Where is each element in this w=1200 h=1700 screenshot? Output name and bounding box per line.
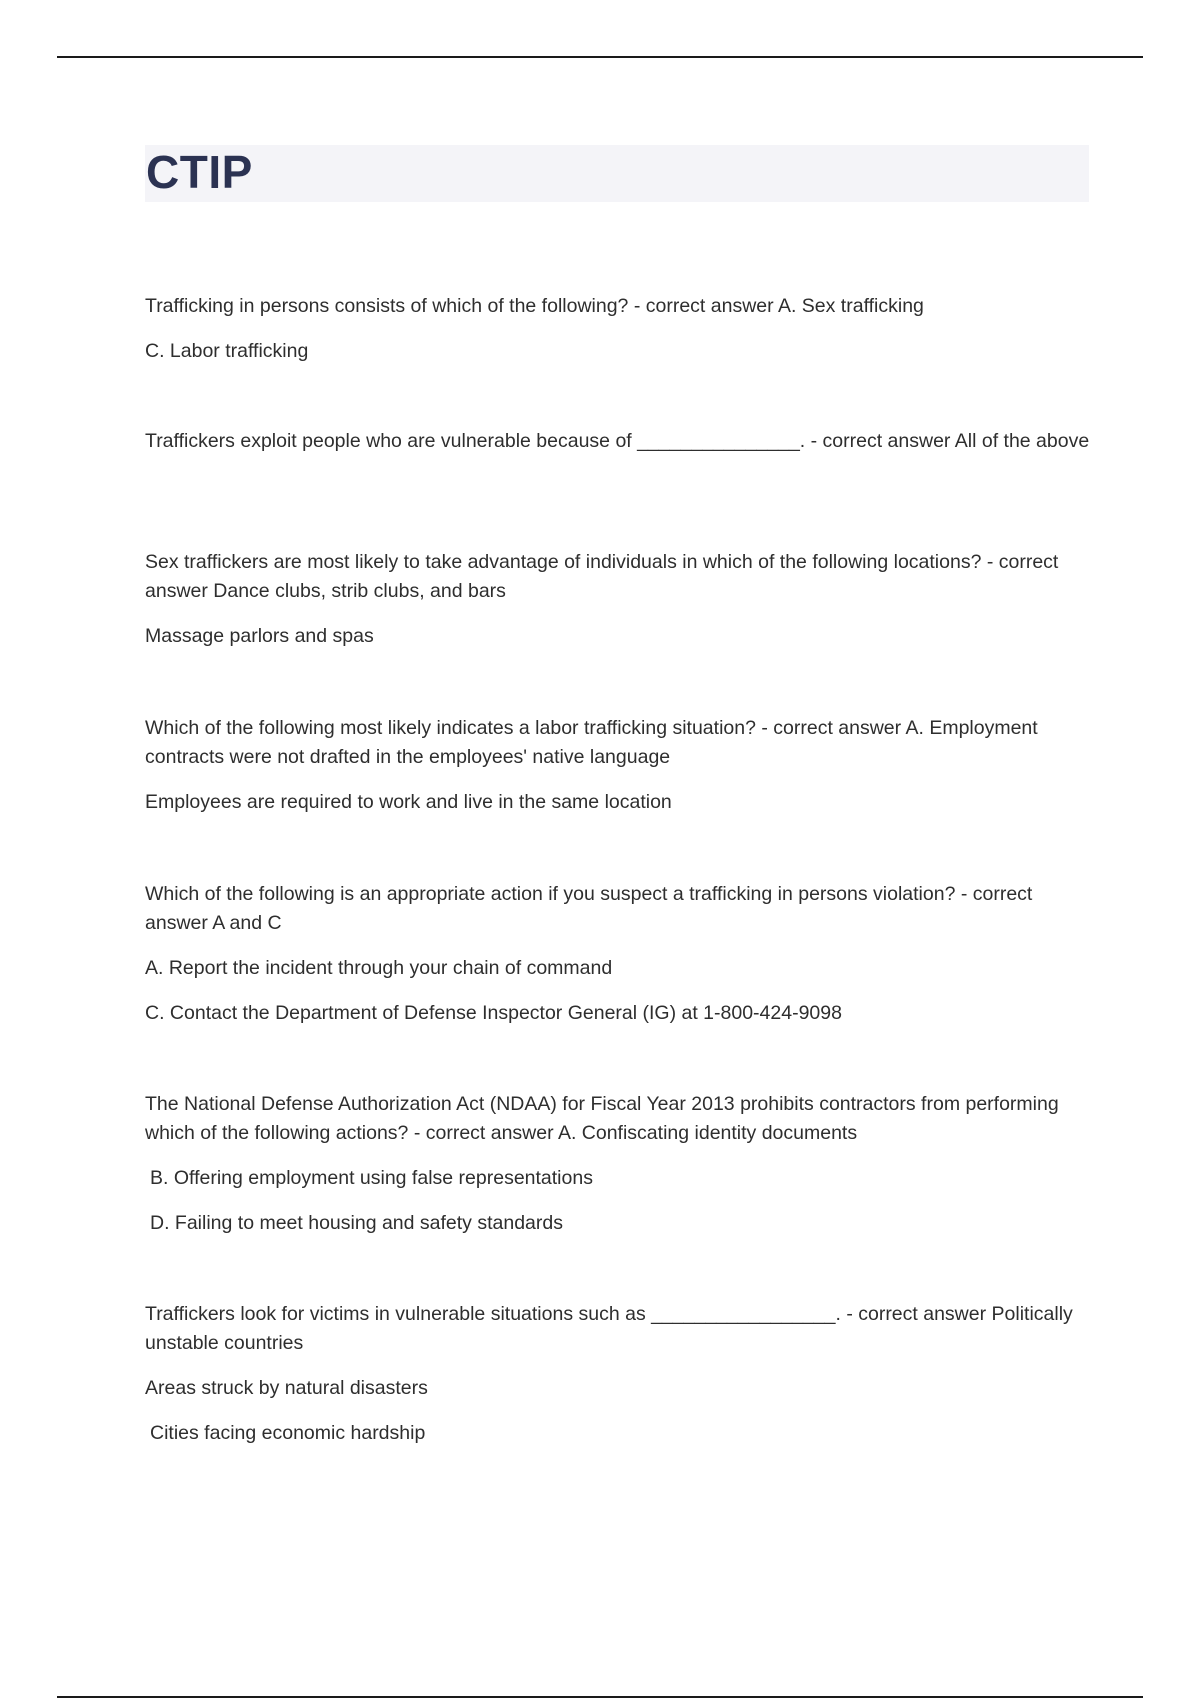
top-rule [57, 56, 1143, 58]
answer-line: C. Labor trafficking [145, 340, 309, 362]
question-text: Which of the following is an appropriate action if you suspect a trafficking in persons violation? - correct answer A and C [145, 883, 1033, 934]
answer-line: Employees are required to work and live in the same location [145, 791, 672, 813]
answer-line: D. Failing to meet housing and safety standards [150, 1212, 563, 1234]
question-text: Which of the following most likely indicates a labor trafficking situation? - correct answer A. Employment contracts were not drafted in the employees' native language [145, 717, 1038, 768]
question-text: Traffickers look for victims in vulnerable situations such as _________________. - correct answer Politically unstable countries [145, 1303, 1073, 1354]
answer-line: C. Contact the Department of Defense Inspector General (IG) at 1-800-424-9098 [145, 1002, 842, 1024]
document-title: CTIP [146, 146, 253, 198]
answer-line: Cities facing economic hardship [150, 1422, 426, 1444]
qa-item-1 [145, 292, 1095, 366]
qa-item-2 [145, 427, 1095, 456]
question-text: Traffickers exploit people who are vulnerable because of _______________. - correct answer All of the above [145, 430, 1090, 452]
title-background [145, 145, 1089, 202]
qa-item-6 [145, 1090, 1095, 1238]
qa-item-3 [145, 548, 1095, 651]
question-text: The National Defense Authorization Act (NDAA) for Fiscal Year 2013 prohibits contractors from performing which of the following actions? - correct answer A. Confiscating identity documents [145, 1093, 1059, 1144]
question-text: Trafficking in persons consists of which of the following? - correct answer A. Sex trafficking [145, 295, 924, 317]
bottom-rule [57, 1696, 1143, 1698]
answer-line: Areas struck by natural disasters [145, 1377, 428, 1399]
question-text: Sex traffickers are most likely to take advantage of individuals in which of the following locations? - correct answer Dance clubs, strib clubs, and bars [145, 551, 1059, 602]
answer-line: B. Offering employment using false representations [150, 1167, 593, 1189]
answer-line: A. Report the incident through your chain of command [145, 957, 613, 979]
qa-item-7 [145, 1300, 1095, 1448]
answer-line: Massage parlors and spas [145, 625, 374, 647]
qa-item-4 [145, 714, 1095, 817]
qa-item-5 [145, 880, 1095, 1028]
